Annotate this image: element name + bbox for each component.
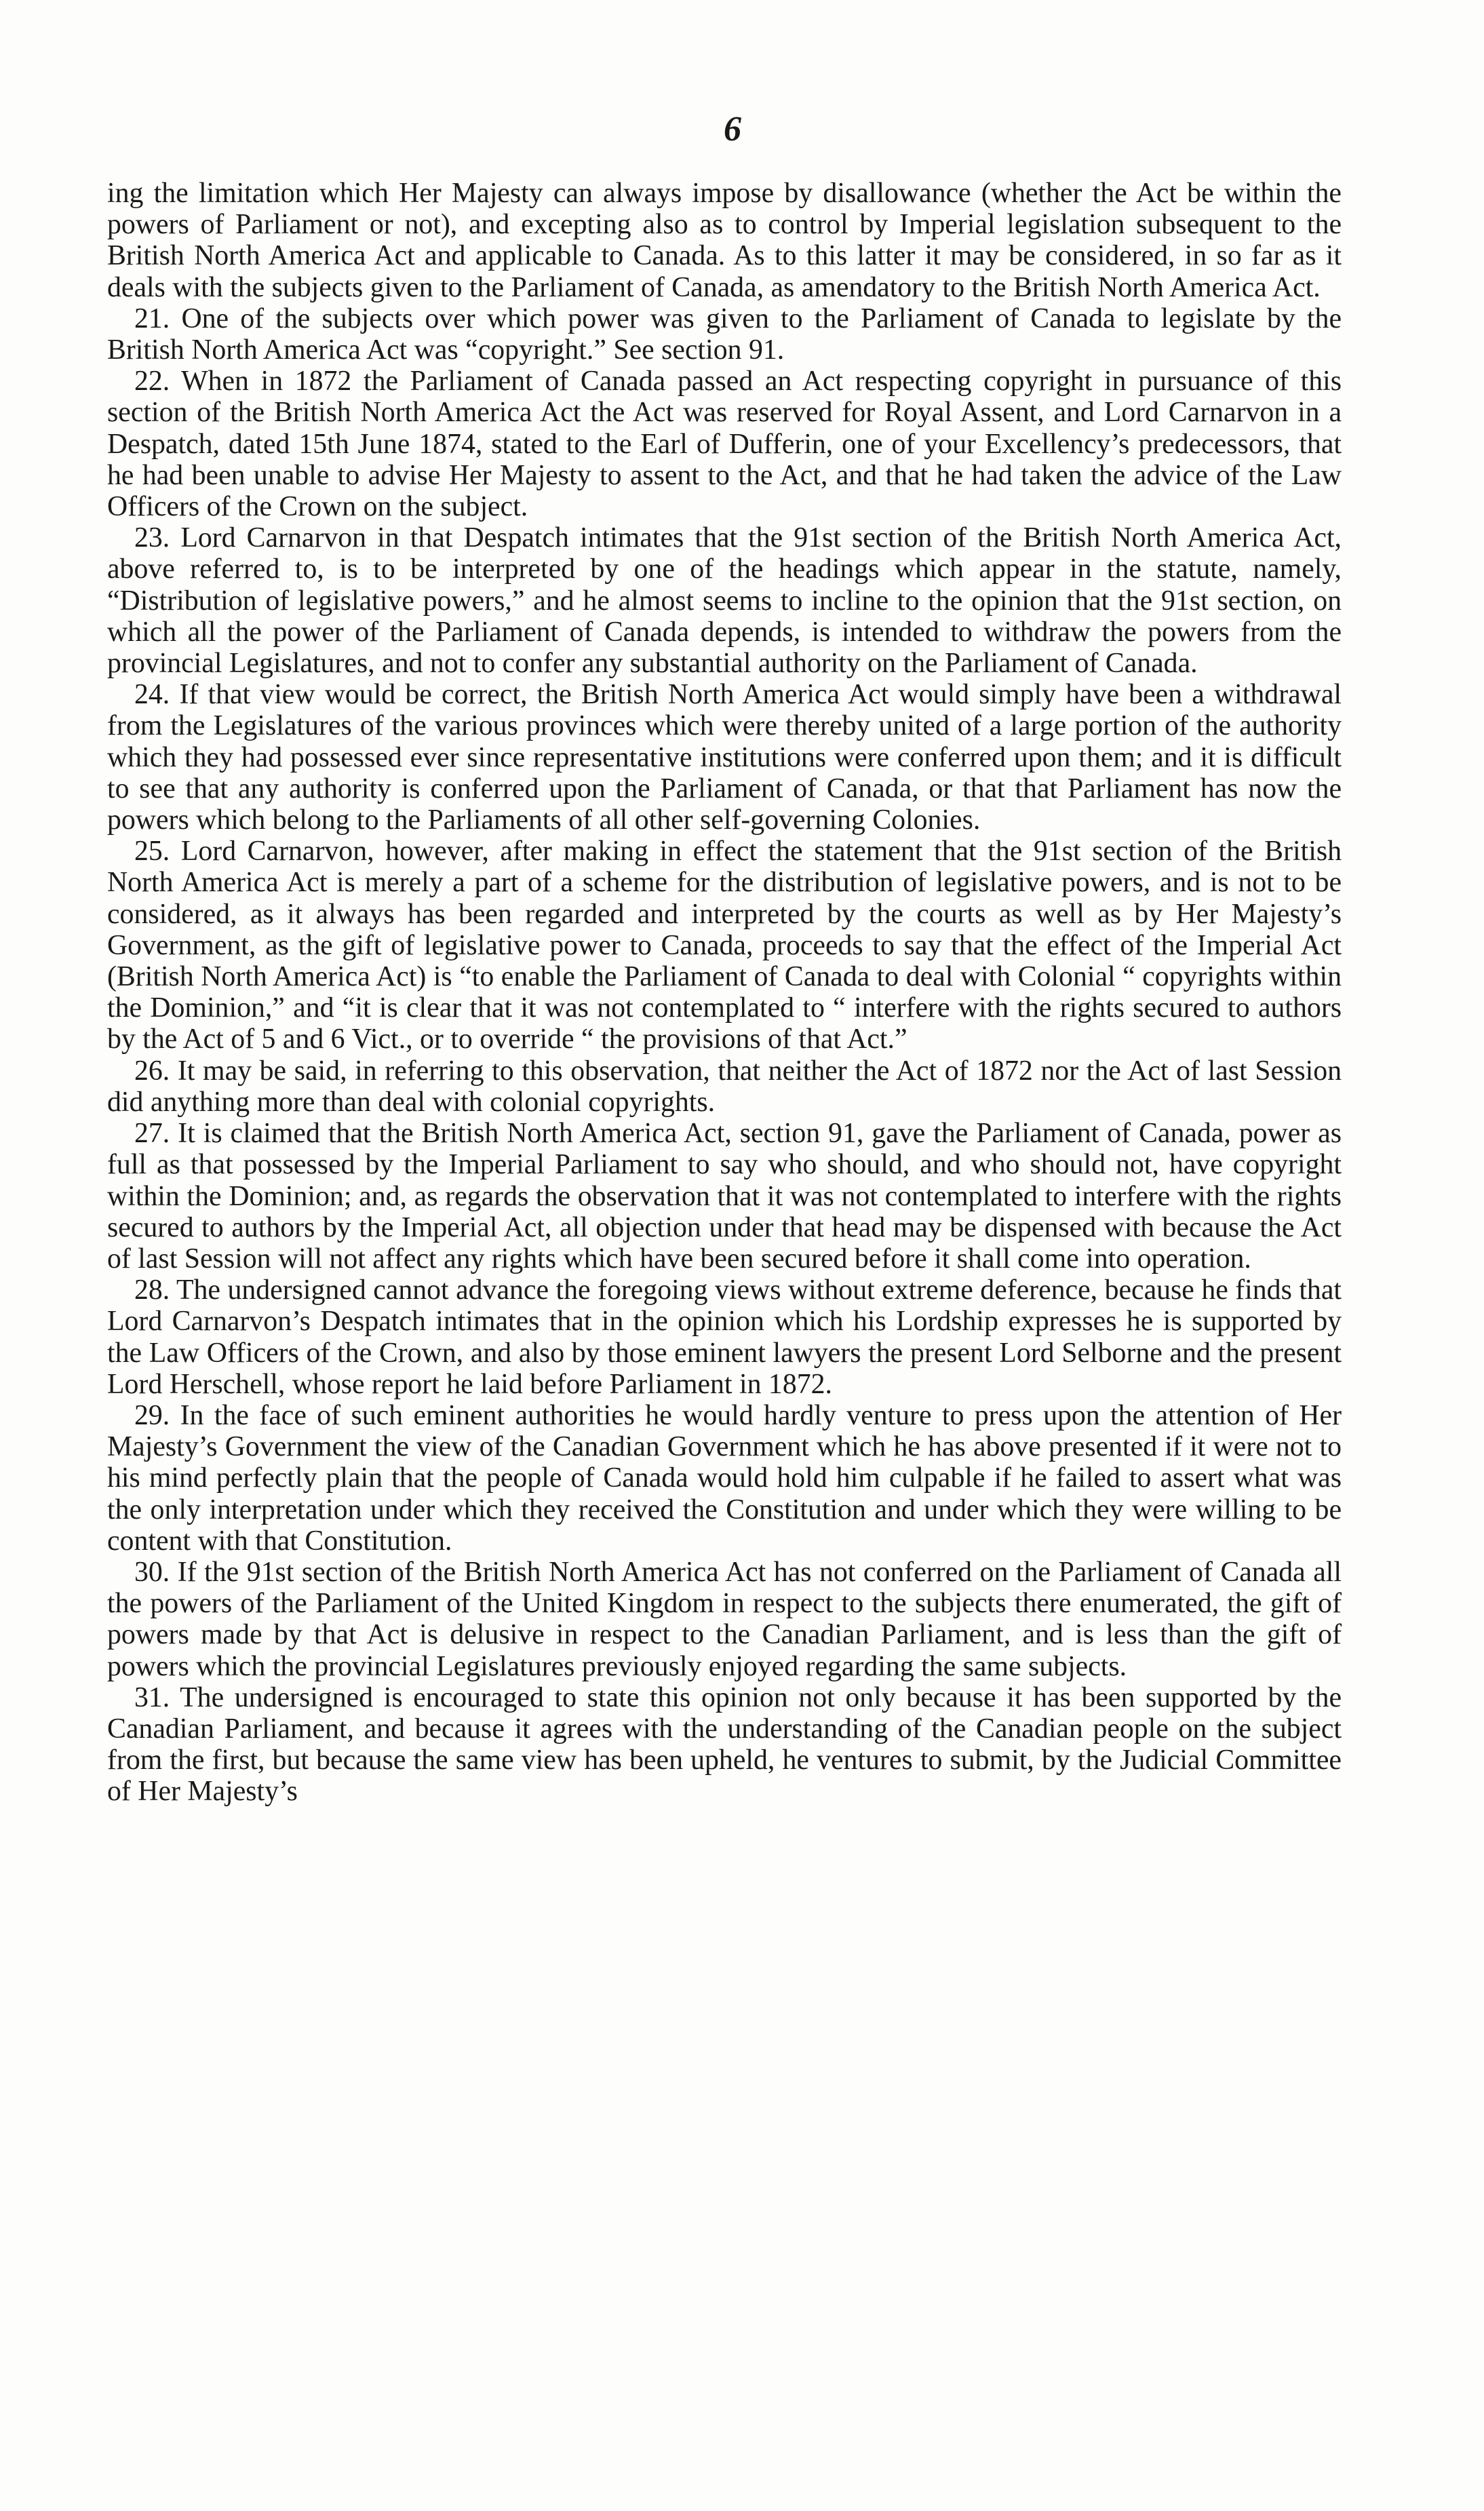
paragraph-text: One of the subjects over which power was given to the Parliament of Canada to legislate by the British North America Act was “copyright.” See section 91.: [107, 303, 1342, 366]
paragraph-text: It is claimed that the British North America Act, section 91, gave the Parliament of Canada, power as full as that possessed by the Imperial Parliament to say who should, and who should not, have copyright within the Dominion; and, as regards the observation that it was not contemplated to interfere with the rights secured to authors by the Imperial Act, all objection under that head may be dispensed with because the Act of last Session will not affect any rights which have been secured before it shall come into operation.: [107, 1118, 1342, 1274]
paragraph-number: 23.: [134, 522, 170, 554]
paragraph-number: 25.: [134, 836, 170, 868]
paragraph-number: 26.: [134, 1055, 170, 1087]
paragraph-text: If that view would be correct, the British North America Act would simply have been a withdrawal from the Legislatures of the various provinces which were thereby united of a large portion of the authority which they had possessed ever since representative institutions were conferred upon them; and it is difficult to see that any authority is conferred upon the Parliament of Canada, or that that Parliament has now the powers which belong to the Parliaments of all other self-governing Colonies.: [107, 679, 1342, 836]
paragraph-text: ing the limitation which Her Majesty can always impose by disallowance (whether the Act be within the powers of Parliament or not), and excepting also as to control by Imperial legislation subsequent to the British North America Act and applicable to Canada. As to this latter it may be considered, in so far as it deals with the subjects given to the Parliament of Canada, as amendatory to the British North America Act.: [107, 178, 1342, 303]
paragraph-text: Lord Carnarvon in that Despatch intimates that the 91st section of the British North America Act, above referred to, is to be interpreted by one of the headings which appear in the statute, namely, “Distribution of legislative powers,” and he almost seems to incline to the opinion that the 91st section, on which all the power of the Parliament of Canada depends, is intended to withdraw the powers from the provincial Legislatures, and not to confer any substantial authority on the Parliament of Canada.: [107, 522, 1342, 680]
paragraph-number: 28.: [134, 1274, 170, 1306]
paragraph-number: 21.: [134, 303, 170, 334]
paragraph-28: [107, 1274, 1342, 1400]
paragraph-text: When in 1872 the Parliament of Canada passed an Act respecting copyright in pursuance of this section of the British North America Act the Act was reserved for Royal Assent, and Lord Carnarvon in a Despatch, dated 15th June 1874, stated to the Earl of Dufferin, one of your Excellency’s predecessors, that he had been unable to advise Her Majesty to assent to the Act, and that he had taken the advice of the Law Officers of the Crown on the subject.: [107, 366, 1342, 523]
paragraph-23: [107, 522, 1342, 679]
paragraph-number: 29.: [134, 1399, 170, 1431]
paragraph-text: Lord Carnarvon, however, after making in effect the statement that the 91st section of the British North America Act is merely a part of a scheme for the distribution of legislative powers, and is not to be considered, as it always has been regarded and interpreted by the courts as well as by Her Majesty’s Government, as the gift of legislative power to Canada, proceeds to say that the effect of the Imperial Act (British North America Act) is “to enable the Parliament of Canada to deal with Colonial “ copyrights within the Dominion,” and “it is clear that it was not contemplated to “ interfere with the rights secured to authors by the Act of 5 and 6 Vict., or to override “ the provisions of that Act.”: [107, 836, 1342, 1055]
paragraph-31: [107, 1682, 1342, 1808]
paragraph-continuation: [107, 178, 1342, 303]
paragraph-text: The undersigned cannot advance the foregoing views without extreme deference, because he finds that Lord Carnarvon’s Despatch intimates that in the opinion which his Lordship expresses he is supported by the Law Officers of the Crown, and also by those eminent lawyers the present Lord Selborne and the present Lord Herschell, whose report he laid before Parliament in 1872.: [107, 1274, 1342, 1400]
paragraph-text: In the face of such eminent authorities he would hardly venture to press upon the attention of Her Majesty’s Government the view of the Canadian Government which he has above presented if it were not to his mind perfectly plain that the people of Canada would hold him culpable if he failed to assert what was the only interpretation under which they received the Constitution and under which they were willing to be content with that Constitution.: [107, 1399, 1342, 1557]
paragraph-27: [107, 1118, 1342, 1274]
paragraph-22: [107, 366, 1342, 522]
paragraph-text: The undersigned is encouraged to state this opinion not only because it has been supported by the Canadian Parliament, and because it agrees with the understanding of the Canadian people on the subject from the first, but because the same view has been upheld, he ventures to submit, by the Judicial Committee of Her Majesty’s: [107, 1681, 1342, 1808]
paragraph-text: If the 91st section of the British North America Act has not conferred on the Parliament of Canada all the powers of the Parliament of the United Kingdom in respect to the subjects there enumerated, the gift of powers made by that Act is delusive in respect to the Canadian Parliament, and is less than the gift of powers which the provincial Legislatures previously enjoyed regarding the same subjects.: [107, 1556, 1342, 1682]
paragraph-25: [107, 836, 1342, 1055]
paragraph-30: [107, 1557, 1342, 1682]
paragraph-number: 30.: [134, 1556, 170, 1588]
paragraph-number: 22.: [134, 366, 170, 397]
paragraph-26: [107, 1055, 1342, 1118]
paragraph-number: 24.: [134, 679, 170, 711]
paragraph-24: [107, 679, 1342, 836]
paragraph-text: It may be said, in referring to this observation, that neither the Act of 1872 nor the Act of last Session did anything more than deal with colonial copyrights.: [107, 1055, 1342, 1118]
body-text: [107, 178, 1342, 1808]
paragraph-number: 31.: [134, 1681, 170, 1713]
paragraph-29: [107, 1400, 1342, 1557]
paragraph-number: 27.: [134, 1118, 170, 1150]
page-number: 6: [724, 110, 741, 149]
paragraph-21: [107, 303, 1342, 366]
